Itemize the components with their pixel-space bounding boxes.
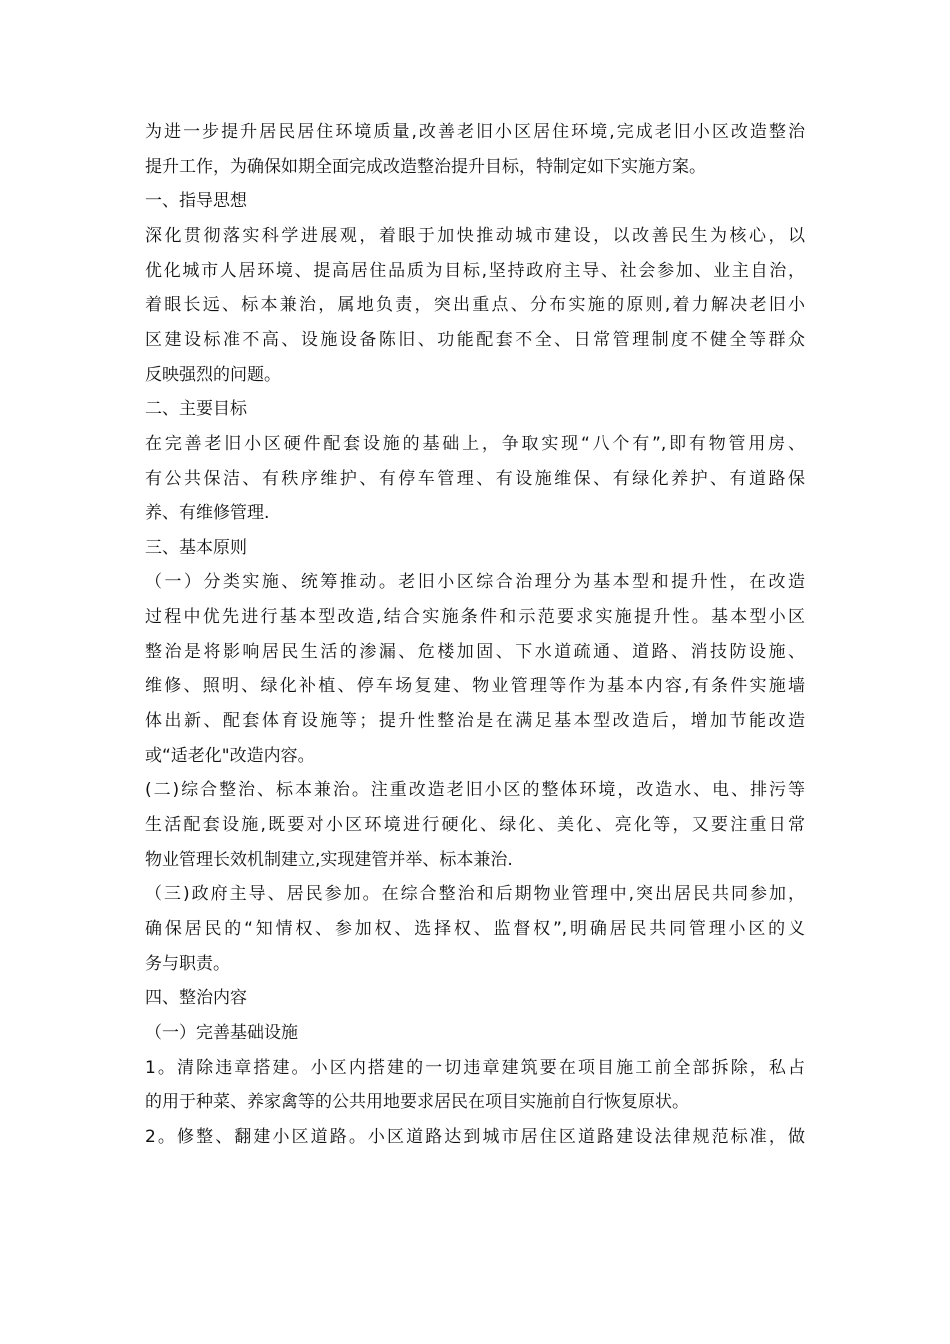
text-line: 1。清除违章搭建。小区内搭建的一切违章建筑要在项目施工前全部拆除，私占 (145, 1057, 805, 1078)
text-line: 的用于种菜、养家禽等的公共用地要求居民在项目实施前自行恢复原状。 (145, 1092, 689, 1113)
text-line: 务与职责。 (145, 953, 230, 974)
text-line: 四、整治内容 (145, 988, 247, 1009)
text-line: 三、基本原则 (145, 537, 247, 558)
text-line: 2。修整、翻建小区道路。小区道路达到城市居住区道路建设法律规范标准，做 (145, 1126, 805, 1147)
text-line: 在完善老旧小区硬件配套设施的基础上，争取实现“八个有”,即有物管用房、 (145, 433, 805, 454)
text-line: 一、指导思想 (145, 191, 247, 212)
text-line: 深化贯彻落实科学进展观，着眼于加快推动城市建设，以改善民生为核心，以 (145, 225, 805, 246)
text-line: (二)综合整治、标本兼治。注重改造老旧小区的整体环境，改造水、电、排污等 (145, 780, 805, 801)
text-line: 物业管理长效机制建立,实现建管并举、标本兼治. (145, 849, 513, 870)
text-line: 二、主要目标 (145, 399, 247, 420)
text-line: （三)政府主导、居民参加。在综合整治和后期物业管理中,突出居民共同参加， (145, 884, 805, 905)
text-line: 或“适老化"改造内容。 (145, 745, 315, 766)
text-line: 过程中优先进行基本型改造,结合实施条件和示范要求实施提升性。基本型小区 (145, 607, 805, 628)
text-line: 生活配套设施,既要对小区环境进行硬化、绿化、美化、亮化等，又要注重日常 (145, 815, 805, 835)
text-line: 整治是将影响居民生活的渗漏、危楼加固、下水道疏通、道路、消技防设施、 (145, 641, 805, 662)
text-line: 体出新、配套体育设施等；提升性整治是在满足基本型改造后，增加节能改造 (145, 711, 805, 732)
text-line: （一）分类实施、统筹推动。老旧小区综合治理分为基本型和提升性，在改造 (145, 572, 805, 593)
text-line: 养、有维修管理. (145, 503, 270, 524)
text-line: 为进一步提升居民居住环境质量,改善老旧小区居住环境,完成老旧小区改造整治 (145, 122, 805, 142)
text-line: 着眼长远、标本兼治，属地负责，突出重点、分布实施的原则,着力解决老旧小 (145, 295, 805, 316)
text-line: 区建设标准不高、设施设备陈旧、功能配套不全、日常管理制度不健全等群众 (145, 329, 805, 350)
text-line: 维修、照明、绿化补植、停车场复建、物业管理等作为基本内容,有条件实施墙 (145, 676, 805, 697)
text-line: 提升工作，为确保如期全面完成改造整治提升目标，特制定如下实施方案。 (145, 156, 706, 177)
text-line: 确保居民的“知情权、参加权、选择权、监督权”,明确居民共同管理小区的义 (145, 918, 805, 939)
text-line: （一）完善基础设施 (145, 1022, 298, 1043)
text-line: 优化城市人居环境、提高居住品质为目标,坚持政府主导、社会参加、业主自治， (145, 260, 805, 281)
text-line: 有公共保洁、有秩序维护、有停车管理、有设施维保、有绿化养护、有道路保 (145, 468, 805, 489)
text-line: 反映强烈的问题。 (145, 364, 281, 385)
